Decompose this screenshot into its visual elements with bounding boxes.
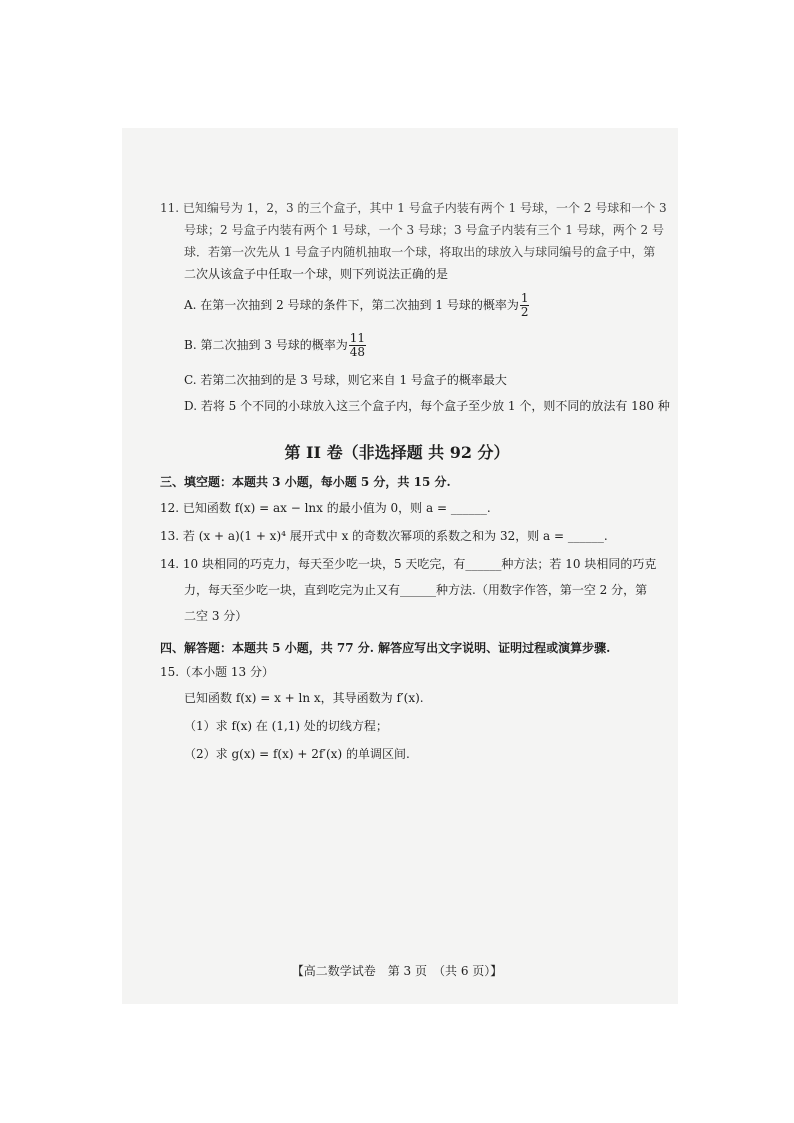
q15-title: 15.（本小题 13 分） — [160, 665, 274, 679]
option-b-fraction — [349, 332, 366, 359]
q13: 13. 若 (x + a)(1 + x)⁴ 展开式中 x 的奇数次幂项的系数之和为 32，则 a = ______. — [160, 529, 608, 543]
fill-in-header: 三、填空题：本题共 3 小题，每小题 5 分，共 15 分. — [160, 475, 451, 489]
option-a-text: A. 在第一次抽到 2 号球的条件下，第二次抽到 1 号球的概率为 — [184, 298, 519, 312]
q14-line1: 14. 10 块相同的巧克力，每天至少吃一块，5 天吃完，有______种方法；若 10 块相同的巧克 — [160, 557, 657, 571]
q11-line3: 球．若第一次先从 1 号盒子内随机抽取一个球，将取出的球放入与球同编号的盒子中，第 — [184, 245, 656, 259]
q11-option-a — [184, 292, 529, 319]
option-b-numerator: 11 — [349, 331, 365, 345]
option-b-denominator: 48 — [349, 345, 365, 359]
q15-part2: （2）求 g(x) = f(x) + 2f′(x) 的单调区间. — [184, 747, 410, 761]
q14-line3: 二空 3 分） — [184, 609, 248, 623]
page-footer: 【高二数学试卷 第 3 页 （共 6 页）】 — [291, 964, 503, 978]
q11-line4: 二次从该盒子中任取一个球，则下列说法正确的是 — [184, 267, 449, 281]
option-a-numerator: 1 — [520, 291, 529, 305]
q11-option-c: C. 若第二次抽到的是 3 号球，则它来自 1 号盒子的概率最大 — [184, 373, 507, 387]
q12: 12. 已知函数 f(x) = ax − lnx 的最小值为 0，则 a = ______. — [160, 501, 491, 515]
q15-stem: 已知函数 f(x) = x + ln x，其导函数为 f′(x). — [184, 691, 424, 705]
answer-header: 四、解答题：本题共 5 小题，共 77 分. 解答应写出文字说明、证明过程或演算步骤. — [160, 641, 611, 655]
section-2-title: 第 II 卷（非选择题 共 92 分） — [284, 443, 510, 462]
q14-line2: 力，每天至少吃一块，直到吃完为止又有______种方法.（用数字作答，第一空 2 分，第 — [184, 583, 648, 597]
option-a-fraction — [520, 292, 530, 319]
q15-part1: （1）求 f(x) 在 (1,1) 处的切线方程； — [184, 719, 388, 733]
q11-line2: 号球；2 号盒子内装有两个 1 号球，一个 3 号球；3 号盒子内装有三个 1 号球，两个 2 号 — [184, 223, 664, 237]
q11-option-b — [184, 332, 366, 359]
option-a-denominator: 2 — [520, 305, 529, 319]
q11-option-d: D. 若将 5 个不同的小球放入这三个盒子内，每个盒子至少放 1 个，则不同的放法有 180 种 — [184, 399, 670, 413]
q11-line1: 11. 已知编号为 1，2，3 的三个盒子，其中 1 号盒子内装有两个 1 号球，一个 2 号球和一个 3 — [160, 201, 667, 215]
option-b-text: B. 第二次抽到 3 号球的概率为 — [184, 338, 348, 352]
